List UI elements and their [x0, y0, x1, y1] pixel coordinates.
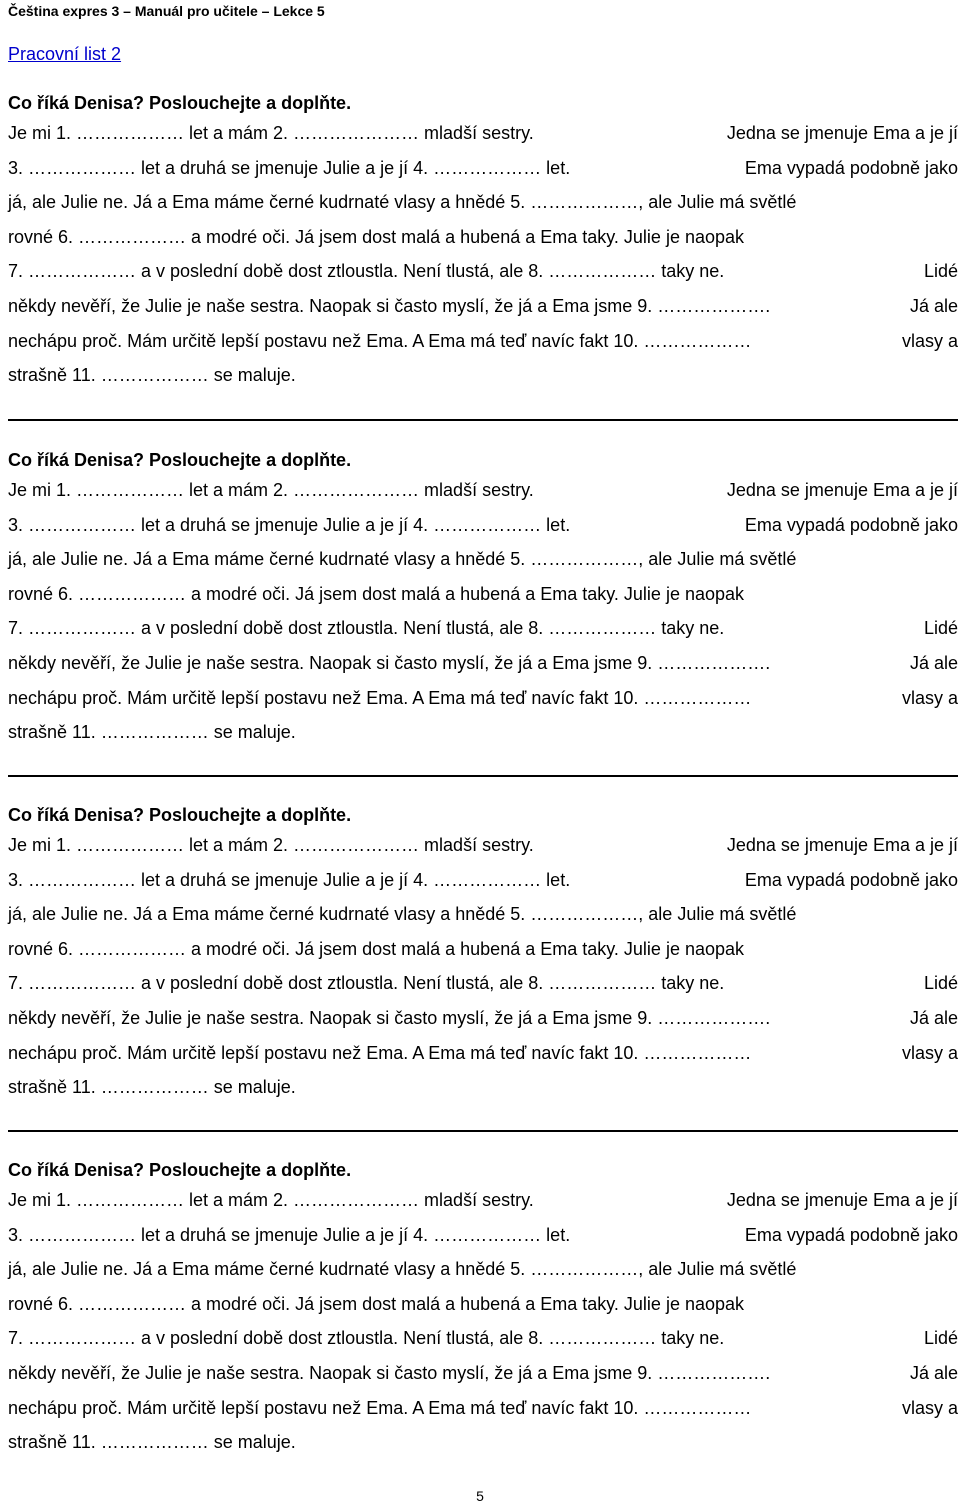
text-segment: Lidé — [923, 973, 958, 994]
text-segment: 7. ……………… a v poslední době dost ztloustla. Není tlustá, ale 8. ……………… taky ne. — [8, 261, 725, 282]
exercise-heading: Co říká Denisa? Poslouchejte a doplňte. — [8, 1160, 352, 1180]
text-segment: Lidé — [923, 261, 958, 282]
text-line — [8, 687, 958, 722]
text-segment: nechápu proč. Mám určitě lepší postavu než Ema. A Ema má teď navíc fakt 10. ……………… — [8, 1042, 752, 1063]
text-line — [8, 548, 958, 583]
text-line — [8, 260, 958, 295]
text-line — [8, 157, 958, 192]
text-line — [8, 834, 958, 869]
text-line — [8, 903, 958, 938]
text-segment: někdy nevěří, že Julie je naše sestra. Naopak si často myslí, že já a Ema jsme 9. ………………. — [8, 652, 771, 673]
text-segment: Jedna se jmenuje Ema a je jí — [726, 480, 958, 500]
text-line — [8, 122, 958, 157]
text-line — [8, 1293, 958, 1328]
text-segment: někdy nevěří, že Julie je naše sestra. Naopak si často myslí, že já a Ema jsme 9. ………………. — [8, 1362, 771, 1383]
text-segment: rovné 6. ……………… a modré oči. Já jsem dost malá a hubená a Ema taky. Julie je naopak — [8, 583, 745, 604]
text-segment: 7. ……………… a v poslední době dost ztloustla. Není tlustá, ale 8. ……………… taky ne. — [8, 1328, 725, 1349]
text-line — [8, 1224, 958, 1259]
separator-line — [8, 1130, 958, 1132]
text-line — [8, 479, 958, 514]
text-segment: Lidé — [923, 618, 958, 639]
text-segment: Ema vypadá podobně jako — [744, 869, 958, 890]
text-line — [8, 1189, 958, 1224]
text-segment: strašně 11. ……………… se maluje. — [8, 1432, 296, 1453]
text-segment: rovné 6. ……………… a modré oči. Já jsem dost malá a hubená a Ema taky. Julie je naopak — [8, 938, 745, 959]
exercise-heading: Co říká Denisa? Poslouchejte a doplňte. — [8, 450, 352, 470]
text-segment: 3. ……………… let a druhá se jmenuje Julie a je jí 4. ……………… let. — [8, 1224, 571, 1245]
text-segment: 3. ……………… let a druhá se jmenuje Julie a je jí 4. ……………… let. — [8, 869, 571, 890]
page-number: 5 — [476, 1488, 484, 1504]
text-segment: Je mi 1. ……………… let a mám 2. ………………… mladší sestry. — [8, 1190, 534, 1210]
text-line — [8, 295, 958, 330]
text-line — [8, 1362, 958, 1397]
text-segment: vlasy a — [901, 330, 958, 351]
text-line — [8, 514, 958, 549]
exercise-block-3 — [8, 804, 958, 1111]
text-segment: já, ale Julie ne. Já a Ema máme černé kudrnaté vlasy a hnědé 5. ………………, ale Julie má světlé — [8, 192, 797, 213]
text-segment: já, ale Julie ne. Já a Ema máme černé kudrnaté vlasy a hnědé 5. ………………, ale Julie má světlé — [8, 904, 797, 925]
text-line — [8, 1397, 958, 1432]
text-segment: vlasy a — [901, 1397, 958, 1418]
text-segment: někdy nevěří, že Julie je naše sestra. Naopak si často myslí, že já a Ema jsme 9. ………………. — [8, 1007, 771, 1028]
text-segment: strašně 11. ……………… se maluje. — [8, 1077, 296, 1098]
exercise-text — [8, 479, 958, 756]
text-line — [8, 226, 958, 261]
exercise-block-1 — [8, 92, 958, 399]
text-segment: Je mi 1. ……………… let a mám 2. ………………… mladší sestry. — [8, 123, 534, 143]
text-segment: rovné 6. ……………… a modré oči. Já jsem dost malá a hubená a Ema taky. Julie je naopak — [8, 1293, 745, 1314]
text-line — [8, 583, 958, 618]
text-segment: někdy nevěří, že Julie je naše sestra. Naopak si často myslí, že já a Ema jsme 9. ………………. — [8, 295, 771, 316]
text-segment: rovné 6. ……………… a modré oči. Já jsem dost malá a hubená a Ema taky. Julie je naopak — [8, 226, 745, 247]
text-segment: nechápu proč. Mám určitě lepší postavu než Ema. A Ema má teď navíc fakt 10. ……………… — [8, 1397, 752, 1418]
text-segment: nechápu proč. Mám určitě lepší postavu než Ema. A Ema má teď navíc fakt 10. ……………… — [8, 687, 752, 708]
text-segment: nechápu proč. Mám určitě lepší postavu než Ema. A Ema má teď navíc fakt 10. ……………… — [8, 330, 752, 351]
exercise-block-2 — [8, 449, 958, 756]
text-segment: Lidé — [923, 1328, 958, 1349]
text-line — [8, 1258, 958, 1293]
text-segment: Já ale — [909, 295, 958, 316]
text-segment: Já ale — [909, 652, 958, 673]
text-segment: strašně 11. ……………… se maluje. — [8, 722, 296, 743]
text-line — [8, 364, 958, 399]
separator-line — [8, 419, 958, 421]
text-segment: Jedna se jmenuje Ema a je jí — [726, 123, 958, 143]
exercise-text — [8, 1189, 958, 1466]
text-segment: já, ale Julie ne. Já a Ema máme černé kudrnaté vlasy a hnědé 5. ………………, ale Julie má světlé — [8, 1259, 797, 1280]
text-line — [8, 869, 958, 904]
exercise-block-4 — [8, 1159, 958, 1466]
text-line — [8, 1076, 958, 1111]
text-line — [8, 330, 958, 365]
text-segment: Já ale — [909, 1007, 958, 1028]
text-line — [8, 721, 958, 756]
exercise-heading: Co říká Denisa? Poslouchejte a doplňte. — [8, 93, 352, 113]
text-segment: 7. ……………… a v poslední době dost ztloustla. Není tlustá, ale 8. ……………… taky ne. — [8, 973, 725, 994]
text-line — [8, 938, 958, 973]
exercise-text — [8, 834, 958, 1111]
text-line — [8, 191, 958, 226]
text-segment: 3. ……………… let a druhá se jmenuje Julie a je jí 4. ……………… let. — [8, 157, 571, 178]
text-segment: Jedna se jmenuje Ema a je jí — [726, 835, 958, 855]
text-line — [8, 1042, 958, 1077]
text-segment: strašně 11. ……………… se maluje. — [8, 365, 296, 386]
text-segment: vlasy a — [901, 687, 958, 708]
document-header: Čeština expres 3 – Manuál pro učitele – Lekce 5 — [8, 3, 325, 19]
text-line — [8, 617, 958, 652]
text-segment: 3. ……………… let a druhá se jmenuje Julie a je jí 4. ……………… let. — [8, 514, 571, 535]
text-segment: vlasy a — [901, 1042, 958, 1063]
text-segment: Ema vypadá podobně jako — [744, 514, 958, 535]
text-segment: Jedna se jmenuje Ema a je jí — [726, 1190, 958, 1210]
text-segment: Je mi 1. ……………… let a mám 2. ………………… mladší sestry. — [8, 835, 534, 855]
text-segment: Já ale — [909, 1362, 958, 1383]
text-segment: já, ale Julie ne. Já a Ema máme černé kudrnaté vlasy a hnědé 5. ………………, ale Julie má světlé — [8, 549, 797, 570]
text-segment: 7. ……………… a v poslední době dost ztloustla. Není tlustá, ale 8. ……………… taky ne. — [8, 618, 725, 639]
text-line — [8, 1327, 958, 1362]
text-line — [8, 1431, 958, 1466]
text-line — [8, 652, 958, 687]
text-line — [8, 972, 958, 1007]
text-segment: Ema vypadá podobně jako — [744, 157, 958, 178]
text-segment: Ema vypadá podobně jako — [744, 1224, 958, 1245]
separator-line — [8, 775, 958, 777]
text-segment: Je mi 1. ……………… let a mám 2. ………………… mladší sestry. — [8, 480, 534, 500]
worksheet-title[interactable]: Pracovní list 2 — [8, 44, 122, 64]
text-line — [8, 1007, 958, 1042]
exercise-heading: Co říká Denisa? Poslouchejte a doplňte. — [8, 805, 352, 825]
exercise-text — [8, 122, 958, 399]
